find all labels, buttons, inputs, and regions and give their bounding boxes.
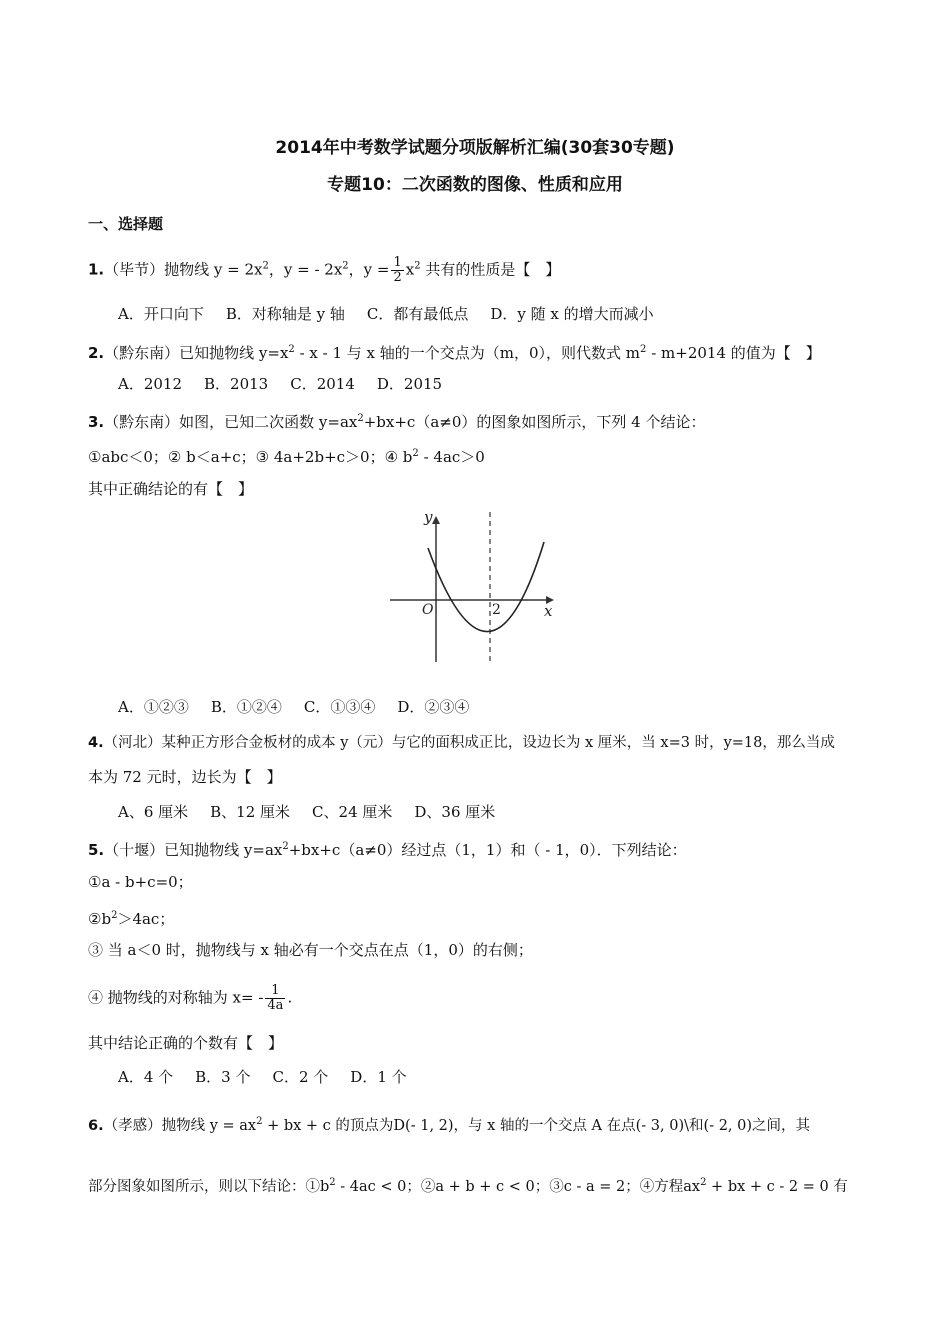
option-d: D．②③④	[397, 698, 470, 716]
fraction: $\frac{1}{2}$	[393, 255, 402, 285]
option-c: C、24 厘米	[312, 803, 393, 821]
option-d: D．y 随 x 的增大而减小	[490, 305, 654, 323]
question-number: 2.	[88, 344, 105, 362]
condition-3: ③ 当 a＜0 时，抛物线与 x 轴必有一个交点在点（1，0）的右侧；	[88, 941, 533, 959]
option-c: C．2014	[290, 375, 355, 393]
question-3-ask: 其中正确结论的有【 】	[88, 480, 254, 498]
option-c: C．①③④	[303, 698, 376, 716]
section-heading: 一、选择题	[88, 215, 164, 233]
question-5: 5.（十堰）已知抛物线 $y=ax^2+bx+c(a\ne 0)$经过点（1，1）和（ - 1，0）．下列结论：	[88, 841, 687, 859]
fraction: $\frac{1}{4a}$	[267, 983, 284, 1013]
question-3-conditions: ①abc＜0；② b＜a+c；③ 4a+2b+c＞0；④ $b^2 - 4ac>0$	[88, 448, 485, 466]
option-a: A、6 厘米	[118, 803, 189, 821]
question-5-options	[118, 1067, 429, 1087]
question-2: 2.（黔东南）已知抛物线 $y=x^2 - x - 1$ 与 x 轴的一个交点为（m，0），则代数式 $m^2 - m+2014$ 的值为【 】	[88, 344, 821, 362]
question-3-options	[118, 697, 491, 717]
question-number: 3.	[88, 413, 105, 431]
origin-label: O	[422, 602, 434, 618]
condition-2: $②b^2>4ac$；	[88, 910, 175, 928]
question-number: 5.	[88, 841, 105, 859]
question-1-options	[118, 304, 676, 324]
question-2-options	[118, 374, 464, 394]
option-b: B．2013	[204, 375, 269, 393]
option-c: C．都有最低点	[366, 305, 469, 323]
option-b: B．①②④	[210, 698, 282, 716]
option-a: A．4 个	[118, 1068, 174, 1086]
option-d: D．1 个	[350, 1068, 407, 1086]
question-1: 1.（毕节）抛物线 $y = 2x^2$，y = - $2x^2$，y = $\frac{1}{2}$ $x^2$ 共有的性质是【 】	[88, 255, 561, 285]
option-b: B．对称轴是 y 轴	[225, 305, 345, 323]
question-5-ask: 其中结论正确的个数有【 】	[88, 1034, 284, 1052]
question-4: 4.（河北）某种正方形合金板材的成本 y（元）与它的面积成正比，设边长为 x 厘米，当 x=3 时，y=18，那么当成	[88, 735, 835, 751]
y-label: y	[424, 508, 433, 526]
condition-4: ④ 抛物线的对称轴为 x= - $\frac{1}{4a}$ .	[88, 983, 293, 1013]
question-number: 4.	[88, 735, 104, 751]
question-number: 6.	[88, 1117, 104, 1134]
question-4-cont: 本为 72 元时，边长为【 】	[88, 768, 282, 786]
option-a: A．①②③	[118, 698, 189, 716]
question-4-options	[118, 802, 517, 822]
option-c: C．2 个	[272, 1068, 329, 1086]
question-6-cont: 部分图象如图所示，则以下结论：$①b^2 - 4ac < 0$；②a + b + c < 0；③c - a = 2；④方程$ax^2$ + bx + c - 2 = 0 有	[88, 1177, 848, 1195]
parabola-graph	[388, 508, 560, 664]
option-a: A．2012	[118, 375, 183, 393]
option-b: B．3 个	[195, 1068, 251, 1086]
option-b: B、12 厘米	[210, 803, 291, 821]
document-subtitle: 专题10：二次函数的图像、性质和应用	[327, 175, 623, 195]
option-d: D．2015	[376, 375, 443, 393]
document-title: 2014年中考数学试题分项版解析汇编(30套30专题)	[275, 138, 675, 158]
question-6: 6.（孝感）抛物线 $y = ax^2$ + bx + c 的顶点为D(- 1, 2)，与 x 轴的一个交点 A 在点(- 3, 0)\和(- 2, 0)之间，其	[88, 1116, 811, 1134]
y-axis-arrow	[432, 516, 440, 524]
x-label: x	[544, 602, 553, 620]
option-a: A．开口向下	[118, 305, 204, 323]
parabola-curve	[428, 542, 544, 632]
option-d: D、36 厘米	[414, 803, 496, 821]
mark-label: 2	[492, 602, 501, 618]
question-number: 1.	[88, 260, 105, 279]
condition-1: ①a - b+c=0；	[88, 873, 193, 891]
question-3: 3.（黔东南）如图，已知二次函数 $y=ax^2+bx+c(a\ne 0)$的图象如图所示，下列 4 个结论：	[88, 413, 706, 431]
